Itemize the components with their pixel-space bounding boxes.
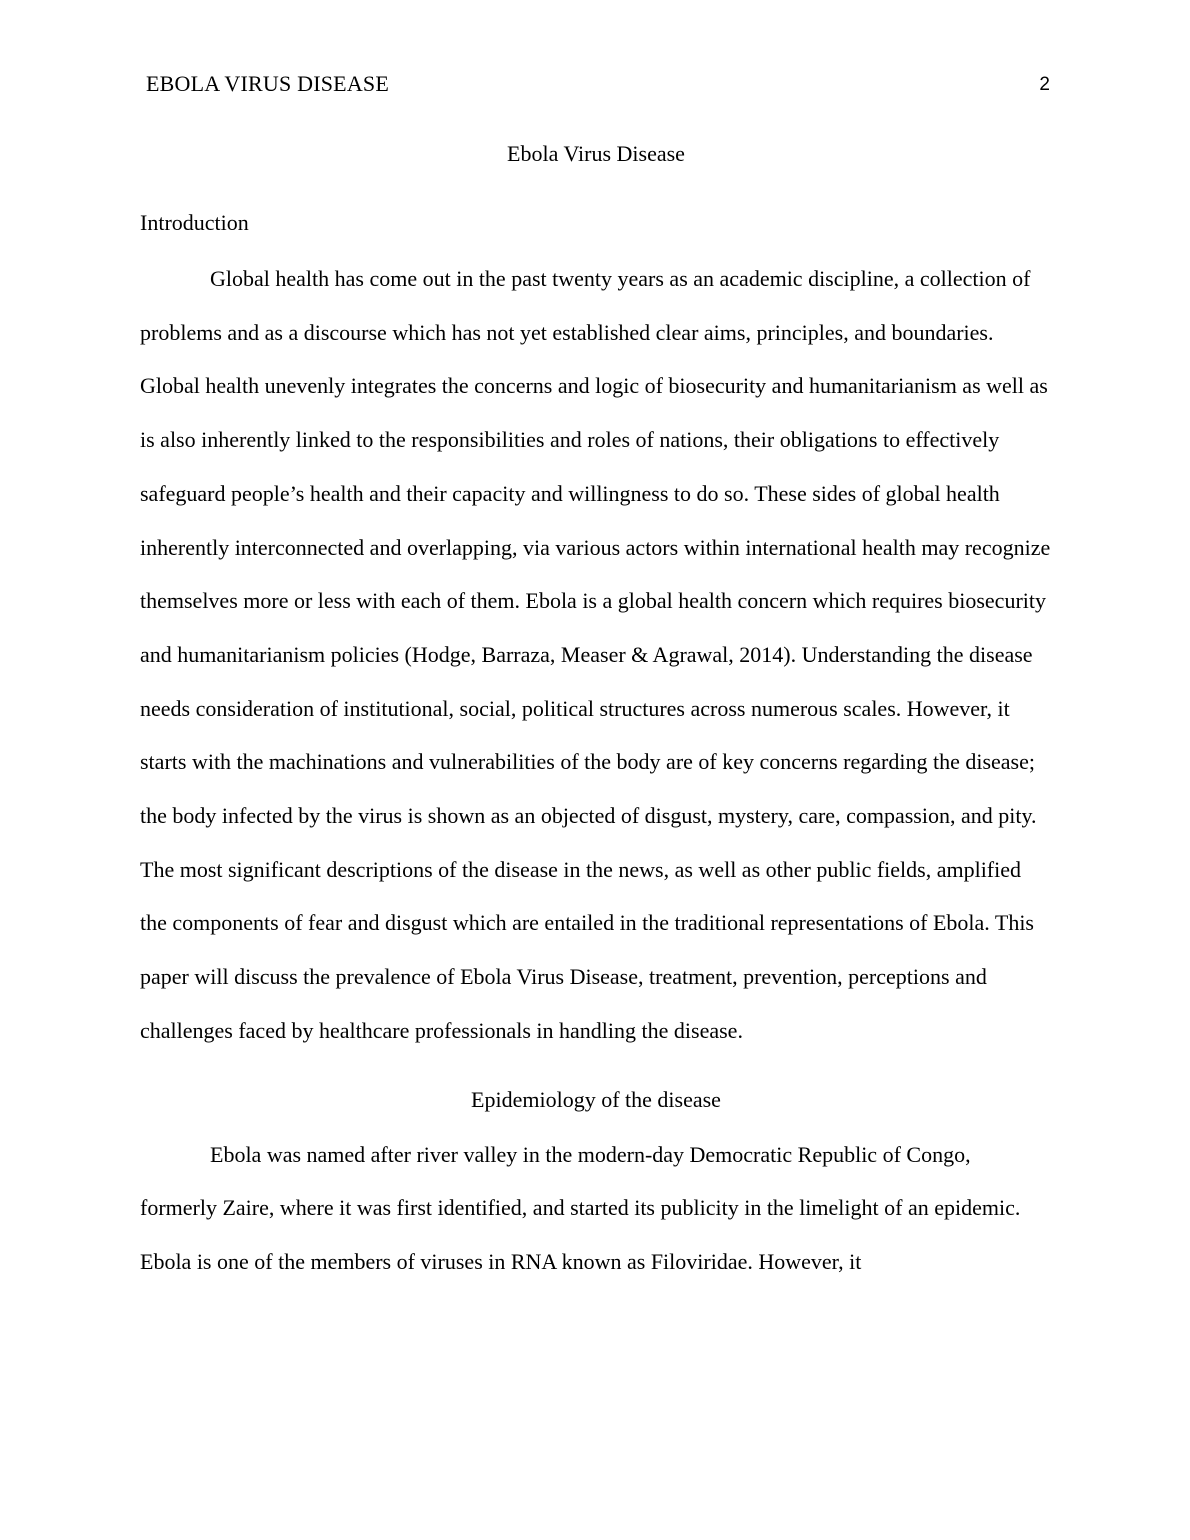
epidemiology-heading: Epidemiology of the disease [471, 1086, 721, 1112]
document-title: Ebola Virus Disease [507, 141, 685, 166]
document-body [140, 126, 1052, 1289]
running-head: EBOLA VIRUS DISEASE [146, 71, 389, 96]
introduction-heading: Introduction [140, 210, 249, 235]
page-number: 2 [1039, 74, 1050, 95]
introduction-paragraph: Global health has come out in the past twenty years as an academic discipline, a collection of problems and as a discourse which has not yet established clear aims, principles, and boundaries. Global health unevenly integrates the concerns and logic of biosecurity and humanitarianism as well as is also inherently linked to the responsibilities and roles of nations, their obligations to effectively safeguard people’s health and their capacity and willingness to do so. These sides of global health inherently interconnected and overlapping, via various actors within international health may recognize themselves more or less with each of them. Ebola is a global health concern which requires biosecurity and humanitarianism policies (Hodge, Barraza, Measer & Agrawal, 2014). Understanding the disease needs consideration of institutional, social, political structures across numerous scales. However, it starts with the machinations and vulnerabilities of the body are of key concerns regarding the disease; the body infected by the virus is shown as an objected of disgust, mystery, care, compassion, and pity. The most significant descriptions of the disease in the news, as well as other public fields, amplified the components of fear and disgust which are entailed in the traditional representations of Ebola. This paper will discuss the prevalence of Ebola Virus Disease, treatment, prevention, perceptions and challenges faced by healthcare professionals in handling the disease. [140, 266, 1051, 1043]
epidemiology-paragraph: Ebola was named after river valley in the modern-day Democratic Republic of Congo, formerly Zaire, where it was first identified, and started its publicity in the limelight of an epidemic. Ebola is one of the members of viruses in RNA known as Filoviridae. However, it [140, 1141, 1021, 1274]
